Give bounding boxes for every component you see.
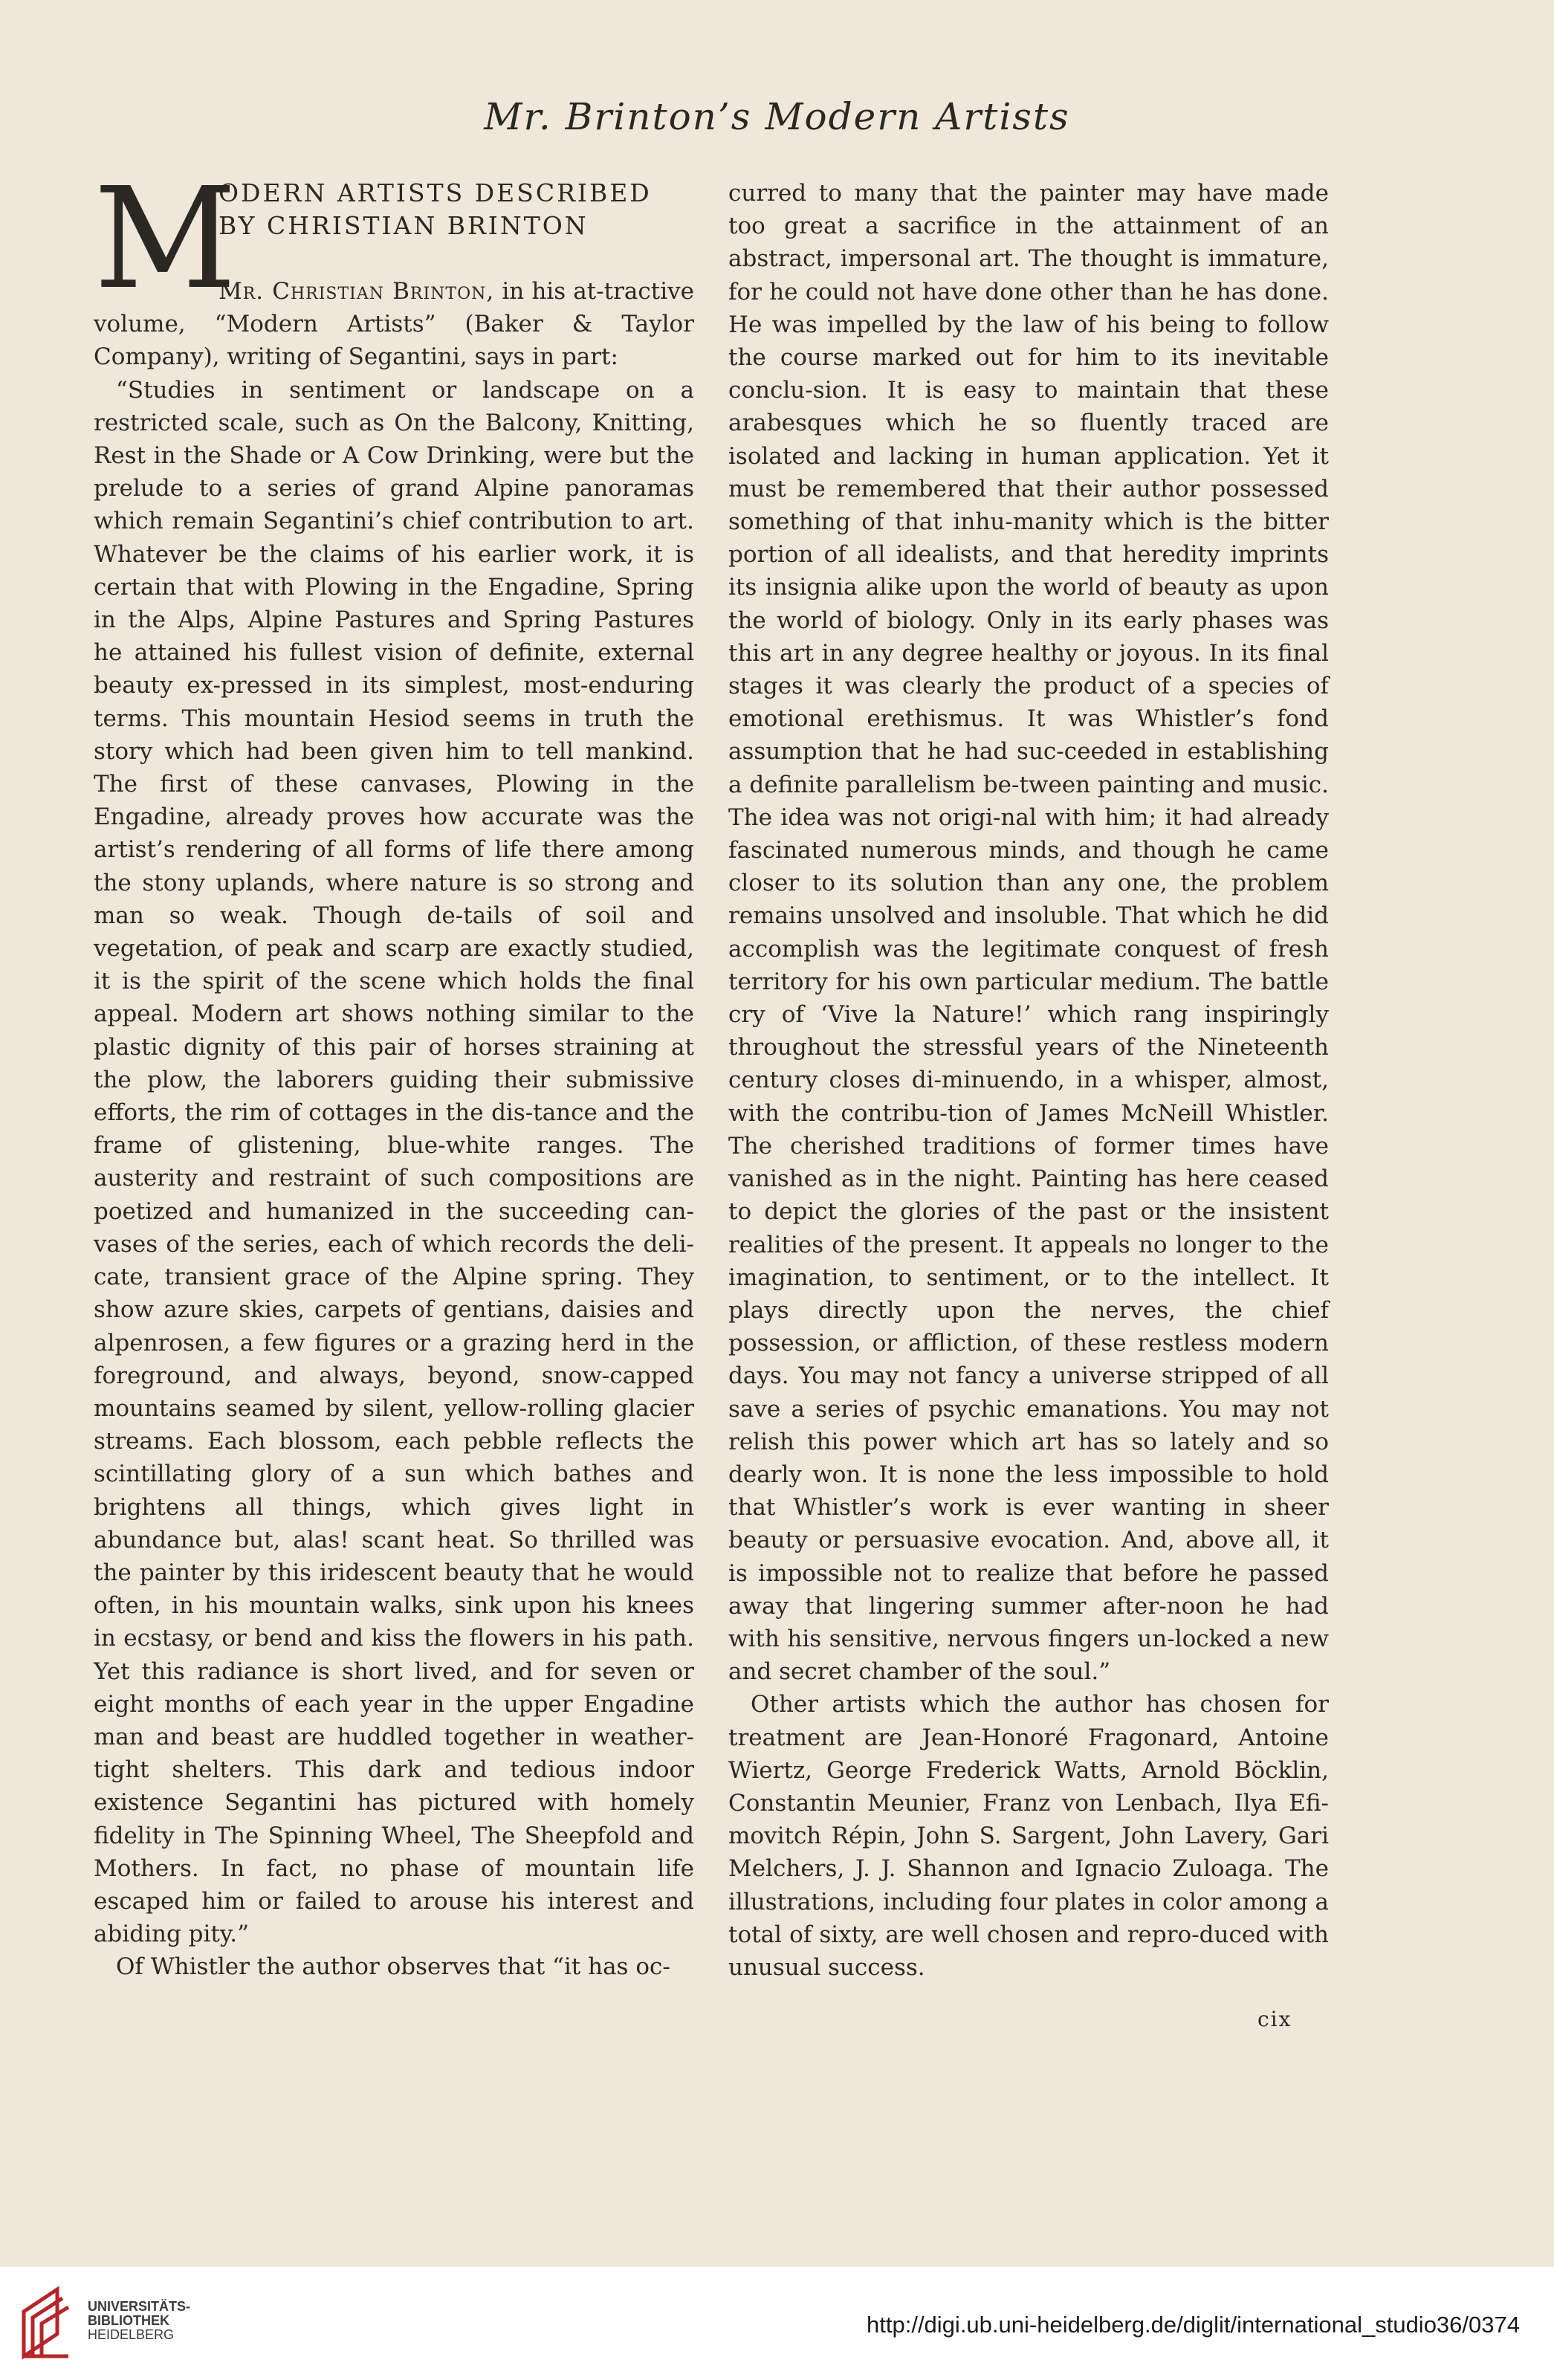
article-opening xyxy=(94,158,694,320)
library-name-line-2: BIBLIOTHEK xyxy=(88,2313,169,2328)
lead-text: in his at-tractive volume, “Modern Artists” (Baker & Taylor Company), writing of Segantini, says in part: xyxy=(94,278,695,371)
library-name-line-3: HEIDELBERG xyxy=(88,2327,175,2342)
whistler-intro-paragraph: Of Whistler the author observes that “it has oc- xyxy=(116,1953,670,1981)
page-number: cix xyxy=(1257,2007,1292,2031)
author-name: Mr. Christian Brinton, xyxy=(218,278,495,305)
library-name xyxy=(88,2300,190,2342)
drop-cap: M xyxy=(94,158,237,320)
other-artists-paragraph: Other artists which the author has chosen for treatment are Jean-Honoré Fragonard, Antoine Wiertz, George Frederick Watts, Arnold Böcklin, Constantin Meunier, Franz von Lenbach, Ilya Efi-movitch Répin, John S. Sargent, John Lavery, Gari Melchers, J. J. Shannon and Ignacio Zuloaga. The illustrations, including four plates in color among a total of sixty, are well chosen and repro-duced with unusual success. xyxy=(728,1691,1329,1981)
quote-paragraph: “Studies in sentiment or landscape on a restricted scale, such as On the Balcony, Knitting, Rest in the Shade or A Cow Drinking, were but the prelude to a series of grand Alpine panoramas which remain Segantini’s chief contribution to art. Whatever be the claims of his earlier work, it is certain that with Plowing in the Engadine, Spring in the Alps, Alpine Pastures and Spring Pastures he attained his fullest vision of definite, external beauty ex-pressed in its simplest, most-enduring terms. This mountain Hesiod seems in truth the story which had been given him to tell mankind. The first of these canvases, Plowing in the Engadine, already proves how accurate was the artist’s rendering of all forms of life there among the stony uplands, where nature is so strong and man so weak. Though de-tails of soil and vegetation, of peak and scarp are exactly studied, it is the spirit of the scene which holds the final appeal. Modern art shows nothing similar to the plastic dignity of this pair of horses straining at the plow, the laborers guiding their submissive efforts, the rim of cottages in the dis-tance and the frame of glistening, blue-white ranges. The austerity and restraint of such compositions are poetized and humanized in the succeeding can-vases of the series, each of which records the deli-cate, transient grace of the Alpine spring. They show azure skies, carpets of gentians, daisies and alpenrosen, a few figures or a grazing herd in the foreground, and always, beyond, snow-capped mountains seamed by silent, yellow-rolling glacier streams. Each blossom, each pebble reflects the scintillating glory of a sun which bathes and brightens all things, which gives light in abundance but, alas! scant heat. So thrilled was the painter by this iridescent beauty that he would often, in his mountain walks, sink upon his knees in ecstasy, or bend and kiss the flowers in his path. Yet this radiance is short lived, and for seven or eight months of each year in the upper Engadine man and beast are huddled together in weather-tight shelters. This dark and tedious indoor existence Segantini has pictured with homely fidelity in The Spinning Wheel, The Sheepfold and Mothers. In fact, no phase of mountain life escaped him or failed to arouse his interest and abiding pity.” xyxy=(94,376,694,1948)
library-name-line-1: UNIVERSITÄTS- xyxy=(88,2299,191,2314)
right-column xyxy=(728,177,1329,1984)
article-heading xyxy=(218,177,694,242)
heading-line-1: ODERN ARTISTS DESCRIBED xyxy=(218,178,652,207)
heading-line-2: BY CHRISTIAN BRINTON xyxy=(218,211,589,240)
source-url-link[interactable]: http://digi.ub.uni-heidelberg.de/diglit/international_studio36/0374 xyxy=(867,2312,1520,2338)
running-title: Mr. Brinton’s Modern Artists xyxy=(484,95,1070,138)
left-column xyxy=(94,158,695,1984)
university-library-logo-icon xyxy=(16,2282,91,2364)
whistler-quote-paragraph: curred to many that the painter may have made too great a sacrifice in the attainment of an abstract, impersonal art. The thought is immature, for he could not have done other than he has done. He was impelled by the law of his being to follow the course marked out for him to its inevitable conclu-sion. It is easy to maintain that these arabesques which he so fluently traced are isolated and lacking in human application. Yet it must be remembered that their author possessed something of that inhu-manity which is the bitter portion of all idealists, and that heredity imprints its insignia alike upon the world of beauty as upon the world of biology. Only in its early phases was this art in any degree healthy or joyous. In its final stages it was clearly the product of a species of emotional erethismus. It was Whistler’s fond assumption that he had suc-ceeded in establishing a definite parallelism be-tween painting and music. The idea was not origi-nal with him; it had already fascinated numerous minds, and though he came closer to its solution than any one, the problem remains unsolved and insoluble. That which he did accomplish was the legitimate conquest of fresh territory for his own particular medium. The battle cry of ‘Vive la Nature!’ which rang inspiringly throughout the stressful years of the Nineteenth century closes di-minuendo, in a whisper, almost, with the contribu-tion of James McNeill Whistler. The cherished traditions of former times have vanished as in the night. Painting has here ceased to depict the glories of the past or the insistent realities of the present. It appeals no longer to the imagination, to sentiment, or to the intellect. It plays directly upon the nerves, the chief possession, or affliction, of these restless modern days. You may not fancy a universe stripped of all save a series of psychic emanations. You may not relish this power which art has so lately and so dearly won. It is none the less impossible to hold that Whistler’s work is ever wanting in sheer beauty or persuasive evocation. And, above all, it is impossible not to realize that before he passed away that lingering summer after-noon he had with his sensitive, nervous fingers un-locked a new and secret chamber of the soul.” xyxy=(728,180,1329,1686)
digitization-footer xyxy=(0,2267,1554,2380)
